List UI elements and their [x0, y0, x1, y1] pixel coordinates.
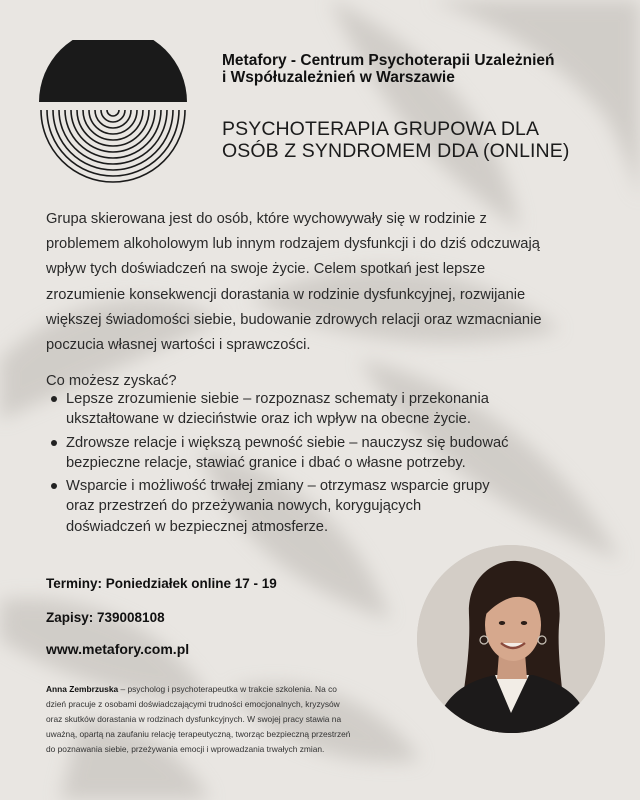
- portrait-image: [417, 545, 605, 733]
- intro-line: problemem alkoholowym lub innym rodzajem dysfunkcji i do dziś odczuwają: [46, 236, 540, 253]
- bio-line: dzień pracuje z osobami doświadczającymi trudności emocjonalnych, kryzysów: [46, 699, 340, 709]
- page-title-line1: PSYCHOTERAPIA GRUPOWA DLA: [222, 118, 540, 140]
- benefit-text-line: ukształtowane w dzieciństwie oraz ich wpływ na obecne życie.: [66, 411, 471, 428]
- schedule-info: Terminy: Poniedziałek online 17 - 19: [46, 576, 277, 591]
- bio-line: do poznawania siebie, przeżywania emocji i wprowadzania trwałych zmian.: [46, 744, 325, 754]
- intro-line: większej świadomości siebie, budowanie zdrowych relacji oraz wzmacnianie: [46, 311, 542, 328]
- bullet-dot-icon: [51, 483, 57, 489]
- intro-line: wpływ tych doświadczeń na swoje życie. Celem spotkań jest lepsze: [46, 261, 486, 278]
- organization-name: [222, 52, 622, 86]
- bio-line: uważną, opartą na zaufaniu relację terapeutyczną, tworząc bezpieczną przestrzeń: [46, 729, 351, 739]
- bullet-dot-icon: [51, 440, 57, 446]
- half-sun-arcs-logo: [38, 40, 188, 190]
- intro-paragraph: [46, 207, 606, 358]
- benefit-text-line: bezpieczne relacje, stawiać granice i dbać o własne potrzeby.: [66, 454, 466, 471]
- benefit-item: [46, 389, 606, 430]
- therapist-bio: [46, 682, 416, 757]
- benefit-item: [46, 433, 606, 474]
- bio-line: oraz skutków dorastania w rodzinach dysfunkcyjnych. W swojej pracy stawia na: [46, 714, 342, 724]
- benefits-list: [46, 389, 606, 540]
- therapist-name: Anna Zembrzuska: [46, 684, 119, 694]
- website-link[interactable]: www.metafory.com.pl: [46, 641, 190, 657]
- intro-line: Grupa skierowana jest do osób, które wychowywały się w rodzinie z: [46, 211, 487, 227]
- signup-phone[interactable]: Zapisy: 739008108: [46, 610, 165, 625]
- benefit-text-line: doświadczeń w bezpiecznej atmosferze.: [66, 518, 329, 535]
- organization-name-line2: i Współuzależnień w Warszawie: [222, 69, 455, 86]
- bio-line-rest: – psycholog i psychoterapeutka w trakcie szkolenia. Na co: [118, 684, 337, 694]
- page-title: [222, 118, 622, 162]
- page-title-line2: OSÓB Z SYNDROMEM DDA (ONLINE): [222, 140, 570, 162]
- bullet-dot-icon: [51, 396, 57, 402]
- benefits-heading: Co możesz zyskać?: [46, 373, 177, 389]
- intro-line: poczucia własnej wartości i sprawczości.: [46, 337, 311, 354]
- bio-line: [46, 682, 416, 697]
- therapist-portrait: [417, 545, 605, 733]
- benefit-item: [46, 476, 606, 537]
- organization-name-line1: Metafory - Centrum Psychoterapii Uzależnień: [222, 52, 555, 69]
- benefit-text-line: Wsparcie i możliwość trwałej zmiany – otrzymasz wsparcie grupy: [66, 478, 490, 495]
- benefit-text-line: Zdrowsze relacje i większą pewność siebie – nauczysz się budować: [66, 434, 509, 451]
- benefit-text-line: oraz przestrzeń do przeżywania nowych, korygujących: [66, 498, 422, 515]
- intro-line: zrozumienie konsekwencji dorastania w rodzinie dysfunkcyjnej, rozwijanie: [46, 286, 526, 303]
- benefit-text-line: Lepsze zrozumienie siebie – rozpoznasz schematy i przekonania: [66, 391, 489, 407]
